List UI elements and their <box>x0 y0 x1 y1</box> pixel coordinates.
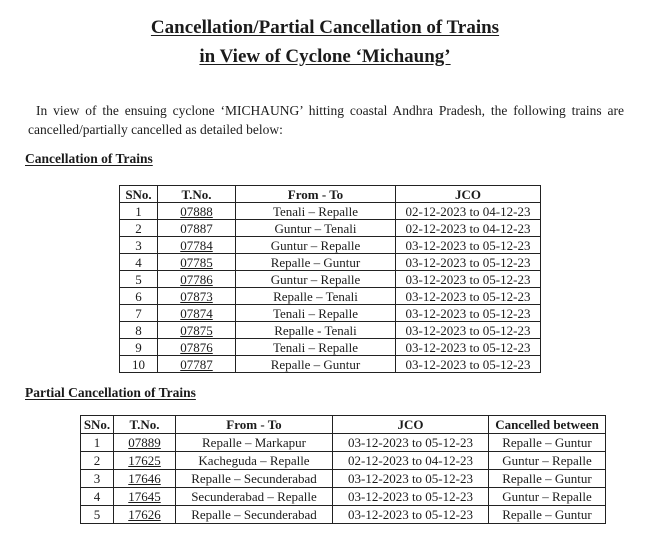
section-heading-cancellation: Cancellation of Trains <box>25 151 153 166</box>
table-row <box>81 488 606 506</box>
cell-from_to: Repalle – Tenali <box>236 288 396 305</box>
cell-from_to: Tenali – Repalle <box>236 203 396 220</box>
cell-tno: 07785 <box>158 254 236 271</box>
cancellation-table-header <box>120 186 541 203</box>
cell-from_to: Guntur – Repalle <box>236 271 396 288</box>
page-title-line2: in View of Cyclone ‘Michaung’ <box>199 46 451 67</box>
partial-table-body <box>81 434 606 524</box>
cell-cancelled_between: Repalle – Guntur <box>489 506 606 524</box>
cell-jco: 03-12-2023 to 05-12-23 <box>333 506 489 524</box>
cell-jco: 03-12-2023 to 05-12-23 <box>333 470 489 488</box>
cell-jco: 03-12-2023 to 05-12-23 <box>396 339 541 356</box>
cell-sno: 8 <box>120 322 158 339</box>
cell-jco: 03-12-2023 to 05-12-23 <box>396 322 541 339</box>
table-row <box>81 452 606 470</box>
cancellation-table <box>119 185 541 373</box>
cell-jco: 03-12-2023 to 05-12-23 <box>333 488 489 506</box>
cell-tno: 07888 <box>158 203 236 220</box>
table-row <box>120 220 541 237</box>
cell-tno: 07875 <box>158 322 236 339</box>
cell-tno: 17646 <box>114 470 176 488</box>
table-row <box>120 237 541 254</box>
cell-cancelled_between: Guntur – Repalle <box>489 488 606 506</box>
table-row <box>81 434 606 452</box>
cell-jco: 03-12-2023 to 05-12-23 <box>396 254 541 271</box>
cell-from_to: Repalle – Secunderabad <box>176 506 333 524</box>
table-row <box>120 203 541 220</box>
column-header-from_to: From - To <box>176 416 333 434</box>
column-header-sno: SNo. <box>120 186 158 203</box>
cell-sno: 1 <box>81 434 114 452</box>
cell-sno: 2 <box>120 220 158 237</box>
column-header-tno: T.No. <box>158 186 236 203</box>
column-header-jco: JCO <box>396 186 541 203</box>
table-row <box>120 356 541 373</box>
cell-from_to: Repalle – Markapur <box>176 434 333 452</box>
table-row <box>120 322 541 339</box>
cell-tno: 07786 <box>158 271 236 288</box>
cell-cancelled_between: Guntur – Repalle <box>489 452 606 470</box>
cell-from_to: Tenali – Repalle <box>236 339 396 356</box>
cell-jco: 03-12-2023 to 05-12-23 <box>333 434 489 452</box>
cell-from_to: Secunderabad – Repalle <box>176 488 333 506</box>
header-row <box>120 186 541 203</box>
cell-sno: 3 <box>120 237 158 254</box>
cell-from_to: Kacheguda – Repalle <box>176 452 333 470</box>
header-row <box>81 416 606 434</box>
cell-sno: 3 <box>81 470 114 488</box>
cell-jco: 03-12-2023 to 05-12-23 <box>396 305 541 322</box>
cell-tno: 07889 <box>114 434 176 452</box>
table-row <box>120 254 541 271</box>
cell-sno: 6 <box>120 288 158 305</box>
intro-paragraph: In view of the ensuing cyclone ‘MICHAUNG’ hitting coastal Andhra Pradesh, the following trains are cancelled/partially cancelled as detailed below: <box>28 103 624 137</box>
cell-jco: 03-12-2023 to 05-12-23 <box>396 356 541 373</box>
table-row <box>81 506 606 524</box>
cell-jco: 02-12-2023 to 04-12-23 <box>333 452 489 470</box>
cell-tno: 07784 <box>158 237 236 254</box>
cell-sno: 7 <box>120 305 158 322</box>
cell-tno: 07873 <box>158 288 236 305</box>
cell-sno: 1 <box>120 203 158 220</box>
cell-tno: 07787 <box>158 356 236 373</box>
cell-sno: 9 <box>120 339 158 356</box>
cell-from_to: Repalle – Guntur <box>236 254 396 271</box>
cell-jco: 02-12-2023 to 04-12-23 <box>396 220 541 237</box>
cell-sno: 10 <box>120 356 158 373</box>
cell-from_to: Guntur – Repalle <box>236 237 396 254</box>
table-row <box>120 305 541 322</box>
page-title-line1: Cancellation/Partial Cancellation of Trains <box>150 17 500 38</box>
cell-jco: 03-12-2023 to 05-12-23 <box>396 271 541 288</box>
cell-sno: 4 <box>81 488 114 506</box>
cell-tno: 17626 <box>114 506 176 524</box>
cell-from_to: Repalle – Secunderabad <box>176 470 333 488</box>
cell-sno: 5 <box>120 271 158 288</box>
table-row <box>81 470 606 488</box>
cell-tno: 17645 <box>114 488 176 506</box>
column-header-from_to: From - To <box>236 186 396 203</box>
cell-tno: 07887 <box>158 220 236 237</box>
cell-from_to: Repalle – Guntur <box>236 356 396 373</box>
cell-from_to: Guntur – Tenali <box>236 220 396 237</box>
cell-sno: 4 <box>120 254 158 271</box>
cancellation-table-body <box>120 203 541 373</box>
cell-tno: 07876 <box>158 339 236 356</box>
partial-cancellation-table <box>80 415 606 524</box>
column-header-cancelled_between: Cancelled between <box>489 416 606 434</box>
cell-from_to: Repalle - Tenali <box>236 322 396 339</box>
cell-tno: 17625 <box>114 452 176 470</box>
cell-sno: 5 <box>81 506 114 524</box>
cell-jco: 03-12-2023 to 05-12-23 <box>396 237 541 254</box>
page-title <box>0 13 650 71</box>
cell-jco: 03-12-2023 to 05-12-23 <box>396 288 541 305</box>
cell-sno: 2 <box>81 452 114 470</box>
cell-jco: 02-12-2023 to 04-12-23 <box>396 203 541 220</box>
table-row <box>120 288 541 305</box>
section-heading-partial-cancellation: Partial Cancellation of Trains <box>25 385 196 400</box>
table-row <box>120 339 541 356</box>
partial-table-header <box>81 416 606 434</box>
cell-tno: 07874 <box>158 305 236 322</box>
cell-from_to: Tenali – Repalle <box>236 305 396 322</box>
column-header-jco: JCO <box>333 416 489 434</box>
cell-cancelled_between: Repalle – Guntur <box>489 470 606 488</box>
column-header-tno: T.No. <box>114 416 176 434</box>
column-header-sno: SNo. <box>81 416 114 434</box>
cell-cancelled_between: Repalle – Guntur <box>489 434 606 452</box>
table-row <box>120 271 541 288</box>
